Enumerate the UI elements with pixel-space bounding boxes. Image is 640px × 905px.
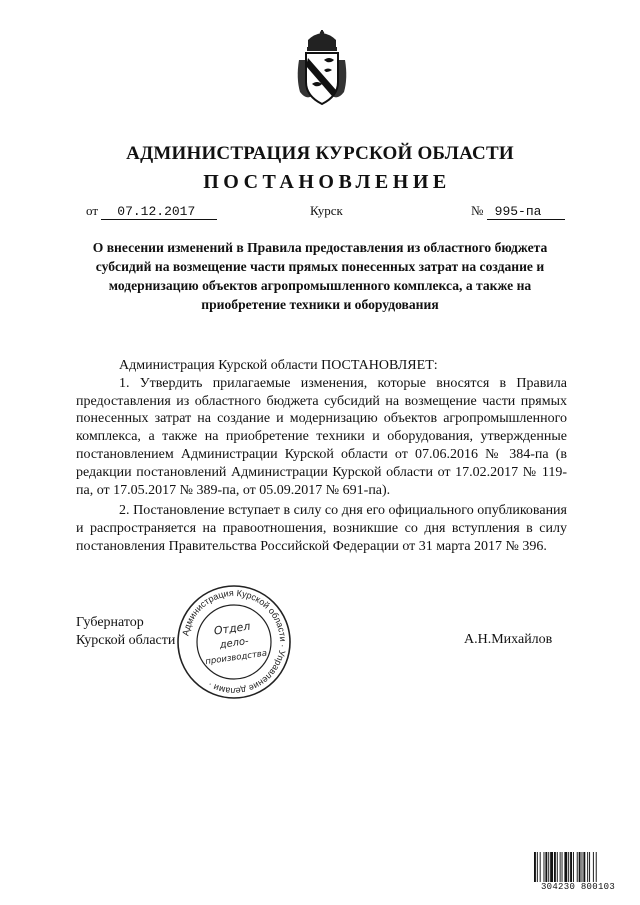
stamp-center-line-2: дело- — [218, 636, 250, 651]
date-prefix: от — [86, 203, 99, 218]
document-heading: О внесении изменений в Правила предоставления из областного бюджета субсидий на возмещение части прямых понесенных затрат на создание и модернизацию объектов агропромышленного комплекса, а также на приобретение техники и оборудования — [92, 240, 548, 312]
document-date: 07.12.2017 — [101, 205, 217, 220]
stamp-center-line-3: производства — [204, 648, 268, 668]
coat-of-arms-icon — [294, 30, 350, 108]
document-number: 995-па — [487, 205, 565, 220]
signatory-post-line-1: Губернатор — [76, 615, 144, 630]
document-body — [76, 357, 567, 556]
number-prefix: № — [471, 203, 484, 218]
body-paragraph-1: 1. Утвердить прилагаемые изменения, которые вносятся в Правила предоставления из областного бюджета субсидий на возмещение части прямых понесенных затрат на создание и модернизацию объектов агропромышленного комплекса, а также на приобретение техники и оборудования, утвержденные постановлением Администрации Курской области от 07.06.2016 № 384-па (в редакции постановлений Администрации Курской области от 17.02.2017 № 119-па, от 17.05.2017 № 389-па, от 05.09.2017 № 691-па). — [76, 375, 567, 498]
document-kind-title: ПОСТАНОВЛЕНИЕ — [203, 171, 451, 193]
date-field — [86, 203, 217, 220]
signatory-post — [76, 614, 175, 650]
number-field — [471, 203, 565, 220]
organization-title: АДМИНИСТРАЦИЯ КУРСКОЙ ОБЛАСТИ — [126, 143, 514, 164]
document-city: Курск — [310, 203, 343, 218]
barcode-number: 304230 800103 — [533, 882, 623, 892]
signatory-post-line-2: Курской области — [76, 633, 176, 648]
stamp-center-line-1: Отдел — [213, 619, 252, 638]
body-intro: Администрация Курской области ПОСТАНОВЛЯЕТ: — [119, 358, 438, 373]
body-paragraph-2: 2. Постановление вступает в силу со дня его официального опубликования и распространяется на правоотношения, возникшие со дня вступления в силу постановления Правительства Российской Федерации от 31 марта 2017 № 396. — [76, 503, 567, 554]
office-stamp — [174, 582, 294, 702]
stamp-ring-text: Администрация Курской области · Управление делами · — [180, 587, 289, 697]
signatory-name: А.Н.Михайлов — [464, 632, 553, 647]
